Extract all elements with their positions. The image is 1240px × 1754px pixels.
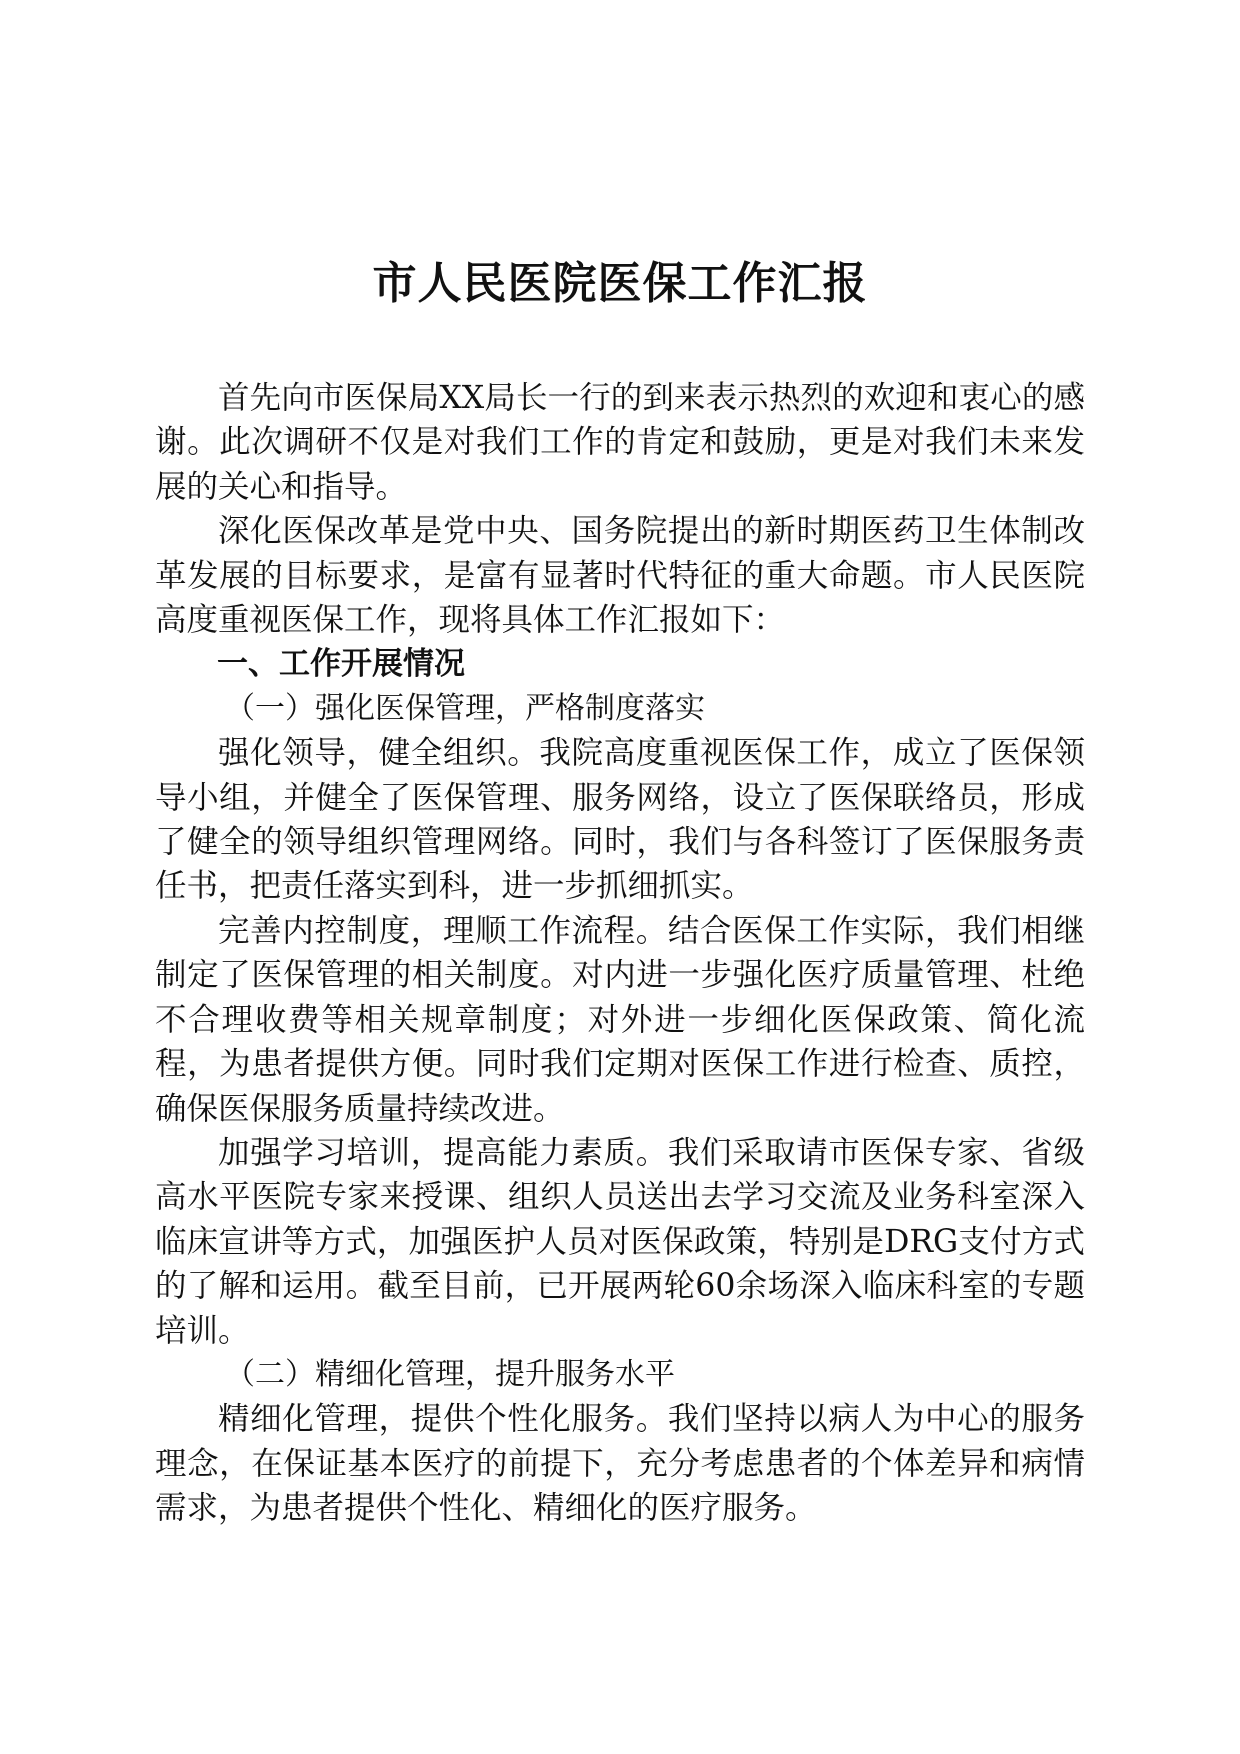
body-paragraph-internal-control: 完善内控制度，理顺工作流程。结合医保工作实际，我们相继制定了医保管理的相关制度。对内进一步强化医疗质量管理、杜绝不合理收费等相关规章制度；对外进一步细化医保政策、简化流程，为患者提供方便。同时我们定期对医保工作进行检查、质控，确保医保服务质量持续改进。 [155,912,1085,1127]
section-heading-1: 一、工作开展情况 [217,646,465,683]
intro-paragraph-2: 深化医保改革是党中央、国务院提出的新时期医药卫生体制改革发展的目标要求，是富有显著时代特征的重大命题。市人民医院高度重视医保工作，现将具体工作汇报如下： [155,513,1085,639]
body-paragraph-training: 加强学习培训，提高能力素质。我们采取请市医保专家、省级高水平医院专家来授课、组织人员送出去学习交流及业务科室深入临床宣讲等方式，加强医护人员对医保政策，特别是DRG支付方式的了解和运用。截至目前，已开展两轮60余场深入临床科室的专题培训。 [155,1134,1085,1349]
document-body [155,376,1085,1531]
body-paragraph-leadership: 强化领导，健全组织。我院高度重视医保工作，成立了医保领导小组，并健全了医保管理、服务网络，设立了医保联络员，形成了健全的领导组织管理网络。同时，我们与各科签订了医保服务责任书，把责任落实到科，进一步抓细抓实。 [155,735,1085,905]
body-paragraph-refined-management: 精细化管理，提供个性化服务。我们坚持以病人为中心的服务理念，在保证基本医疗的前提下，充分考虑患者的个体差异和病情需求，为患者提供个性化、精细化的医疗服务。 [155,1401,1085,1527]
intro-paragraph-1: 首先向市医保局XX局长一行的到来表示热烈的欢迎和衷心的感谢。此次调研不仅是对我们工作的肯定和鼓励，更是对我们未来发展的关心和指导。 [155,380,1085,505]
subsection-heading-1: （一）强化医保管理，严格制度落实 [225,690,705,726]
subsection-heading-2: （二）精细化管理，提升服务水平 [225,1356,675,1392]
document-title: 市人民医院医保工作汇报 [372,258,868,309]
